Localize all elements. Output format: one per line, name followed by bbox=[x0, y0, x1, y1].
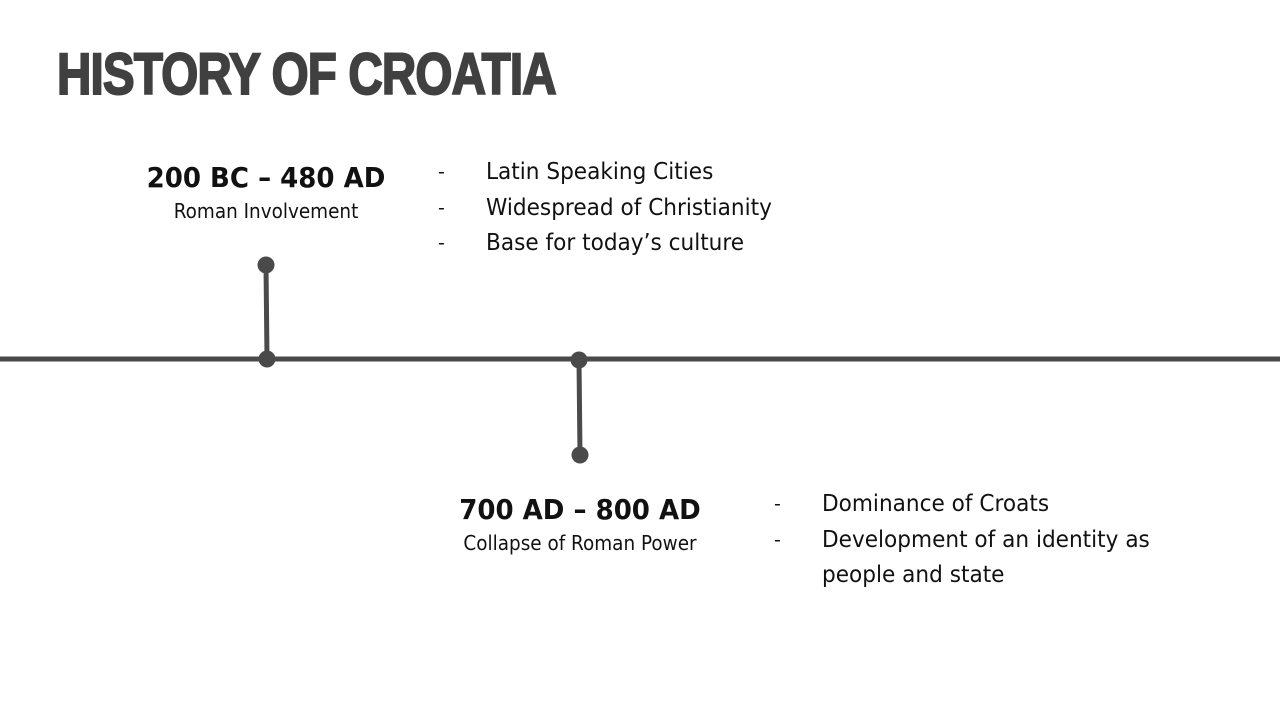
bullet-marker: - bbox=[438, 196, 445, 219]
bullet-text: Latin Speaking Cities bbox=[486, 159, 714, 185]
bullet-text: Dominance of Croats bbox=[822, 491, 1050, 517]
event-1-stem bbox=[266, 265, 267, 359]
event-1-label bbox=[116, 160, 416, 226]
event-2-bullet-list bbox=[774, 487, 1171, 594]
bullet-item bbox=[438, 226, 790, 262]
bullet-text: Base for today’s culture bbox=[486, 230, 745, 256]
event-1-bullet-list bbox=[438, 155, 790, 262]
event-2-name: Collapse of Roman Power bbox=[463, 531, 697, 555]
bullet-text: people and state bbox=[822, 562, 1005, 588]
event-2-marker-axis bbox=[571, 352, 588, 369]
event-2-date: 700 AD – 800 AD bbox=[459, 493, 701, 526]
bullet-marker: - bbox=[774, 493, 781, 515]
slide-title: HISTORY OF CROATIA bbox=[57, 42, 556, 107]
bullet-item bbox=[774, 523, 1171, 559]
event-2-marker-end bbox=[572, 447, 589, 464]
event-2-label bbox=[420, 492, 740, 558]
bullet-marker: - bbox=[774, 528, 781, 551]
bullet-item bbox=[438, 191, 790, 227]
bullet-marker: - bbox=[438, 232, 445, 254]
bullet-text: Development of an identity as bbox=[822, 526, 1150, 553]
bullet-item-continuation bbox=[774, 558, 1171, 594]
bullet-item bbox=[438, 155, 790, 191]
bullet-text: Widespread of Christianity bbox=[486, 194, 772, 221]
event-1-marker-end bbox=[258, 257, 275, 274]
event-1-date: 200 BC – 480 AD bbox=[146, 161, 386, 194]
event-1-marker-axis bbox=[259, 351, 276, 368]
bullet-item bbox=[774, 487, 1171, 523]
event-1-name: Roman Involvement bbox=[173, 199, 359, 223]
event-2-stem bbox=[579, 360, 580, 455]
bullet-marker: - bbox=[438, 161, 445, 183]
